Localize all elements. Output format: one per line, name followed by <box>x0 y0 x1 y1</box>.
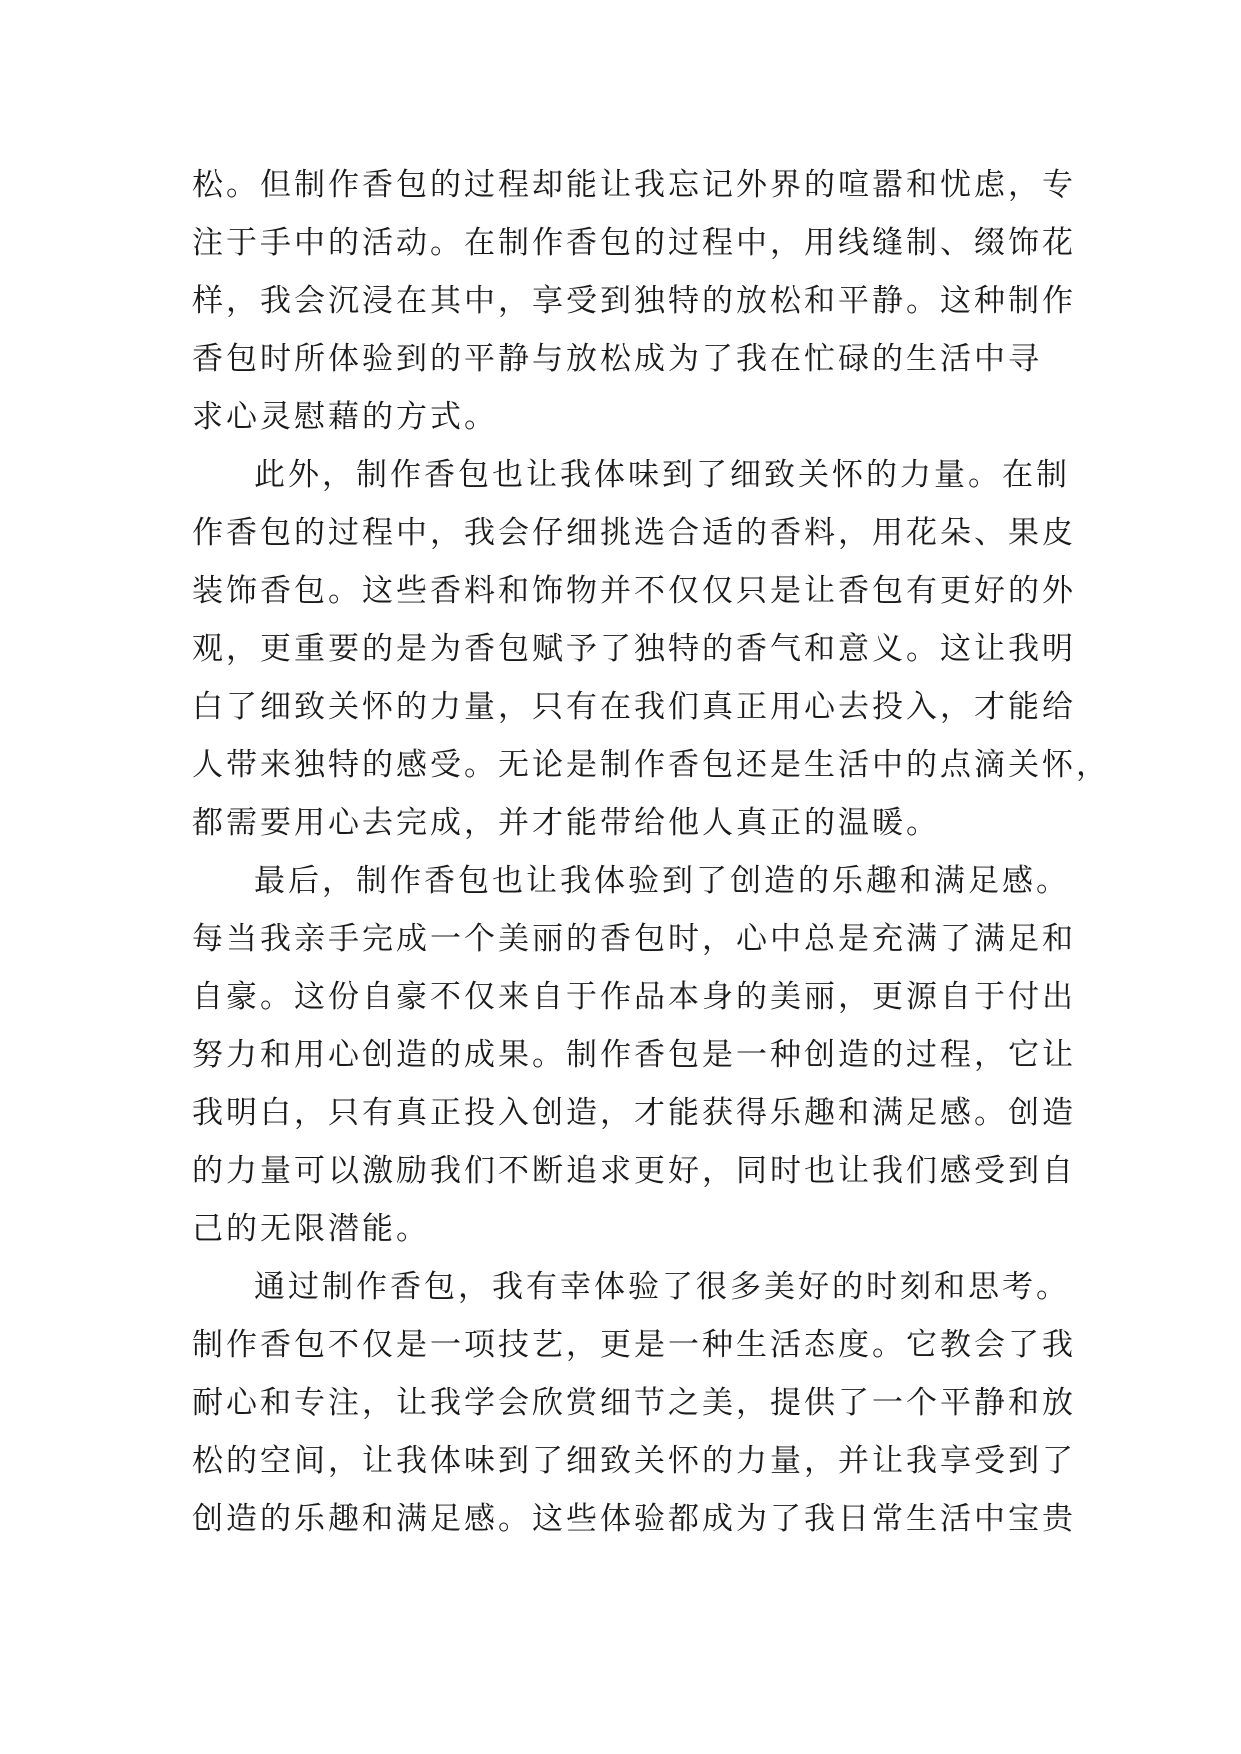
text-line: 注于手中的活动。在制作香包的过程中，用线缝制、缀饰花 <box>192 225 1076 261</box>
paragraph <box>192 156 1076 446</box>
text-line: 此外，制作香包也让我体味到了细致关怀的力量。在制 <box>254 457 1070 493</box>
text-line: 装饰香包。这些香料和饰物并不仅仅只是让香包有更好的外 <box>192 573 1076 609</box>
text-line: 最后，制作香包也让我体验到了创造的乐趣和满足感。 <box>254 863 1070 899</box>
text-line: 耐心和专注，让我学会欣赏细节之美，提供了一个平静和放 <box>192 1385 1076 1421</box>
text-line: 白了细致关怀的力量，只有在我们真正用心去投入，才能给 <box>192 689 1076 725</box>
text-line: 我明白，只有真正投入创造，才能获得乐趣和满足感。创造 <box>192 1095 1076 1131</box>
body-text <box>192 156 1110 1548</box>
text-line: 都需要用心去完成，并才能带给他人真正的温暖。 <box>192 805 940 841</box>
paragraph <box>192 852 1076 1258</box>
text-line: 己的无限潜能。 <box>192 1211 430 1247</box>
text-line: 通过制作香包，我有幸体验了很多美好的时刻和思考。 <box>254 1269 1070 1305</box>
text-line: 的力量可以激励我们不断追求更好，同时也让我们感受到自 <box>192 1153 1076 1189</box>
text-line: 观，更重要的是为香包赋予了独特的香气和意义。这让我明 <box>192 631 1076 667</box>
text-line: 每当我亲手完成一个美丽的香包时，心中总是充满了满足和 <box>192 921 1076 957</box>
text-line: 求心灵慰藉的方式。 <box>192 399 498 435</box>
text-line: 自豪。这份自豪不仅来自于作品本身的美丽，更源自于付出 <box>192 979 1076 1015</box>
text-line: 松。但制作香包的过程却能让我忘记外界的喧嚣和忧虑，专 <box>192 167 1076 203</box>
paragraph <box>192 446 1110 852</box>
text-line: 人带来独特的感受。无论是制作香包还是生活中的点滴关怀， <box>192 747 1110 783</box>
paragraph <box>192 1258 1076 1548</box>
text-line: 努力和用心创造的成果。制作香包是一种创造的过程，它让 <box>192 1037 1076 1073</box>
text-line: 创造的乐趣和满足感。这些体验都成为了我日常生活中宝贵 <box>192 1501 1076 1537</box>
text-line: 松的空间，让我体味到了细致关怀的力量，并让我享受到了 <box>192 1443 1076 1479</box>
text-line: 样，我会沉浸在其中，享受到独特的放松和平静。这种制作 <box>192 283 1076 319</box>
text-line: 制作香包不仅是一项技艺，更是一种生活态度。它教会了我 <box>192 1327 1076 1363</box>
text-line: 香包时所体验到的平静与放松成为了我在忙碌的生活中寻 <box>192 341 1042 377</box>
text-line: 作香包的过程中，我会仔细挑选合适的香料，用花朵、果皮 <box>192 515 1076 551</box>
